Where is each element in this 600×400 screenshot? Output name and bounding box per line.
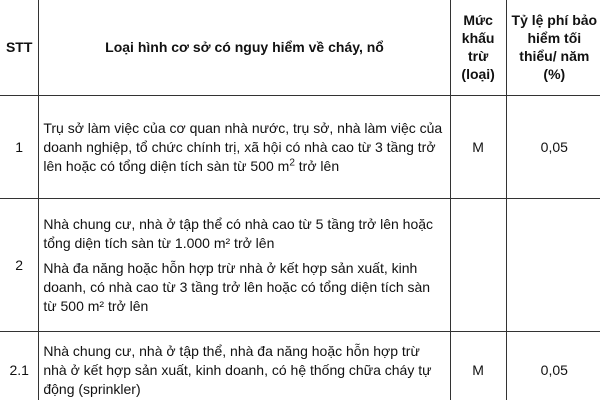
row-description-text: Trụ sở làm việc của cơ quan nhà nước, trụ sở, nhà làm việc của doanh nghiệp, tổ chức chính trị, xã hội có nhà cao từ 3 tầng trở lên hoặc có tổng diện tích sàn từ 500 m: [43, 119, 443, 174]
header-deductible: Mức khấu trừ (loại): [450, 0, 506, 96]
row-description-tail: trở lên: [294, 157, 340, 174]
row-description: [39, 199, 450, 332]
row-deductible: M: [450, 332, 506, 400]
row-stt: 2.1: [0, 332, 39, 400]
row-rate: [506, 199, 600, 332]
row-rate: 0,05: [506, 332, 600, 400]
header-stt: STT: [0, 0, 39, 96]
row-description-paragraph-2: Nhà đa năng hoặc hỗn hợp trừ nhà ở kết hợp sản xuất, kinh doanh, có nhà cao từ 3 tầng trở lên hoặc có tổng diện tích sàn từ 500 m² trở lên: [43, 259, 431, 314]
table-row: [0, 96, 600, 199]
row-description-paragraph-1: Nhà chung cư, nhà ở tập thể có nhà cao từ 5 tầng trở lên hoặc tổng diện tích sàn từ 1.000 m² trở lên: [43, 215, 434, 251]
row-deductible: M: [450, 96, 506, 199]
header-facility-type: Loại hình cơ sở có nguy hiểm về cháy, nổ: [39, 0, 450, 96]
table-row: [0, 199, 600, 332]
row-description: Nhà chung cư, nhà ở tập thể, nhà đa năng hoặc hỗn hợp trừ nhà ở kết hợp sản xuất, kinh doanh, có hệ thống chữa cháy tự động (sprinkler): [39, 332, 450, 400]
row-description: [39, 96, 450, 199]
superscript-2: 2: [289, 156, 295, 168]
row-stt: 2: [0, 199, 39, 332]
row-stt: 1: [0, 96, 39, 199]
table-header-row: [0, 0, 600, 96]
row-rate: 0,05: [506, 96, 600, 199]
header-min-rate: Tỷ lệ phí bảo hiểm tối thiểu/ năm (%): [506, 0, 600, 96]
row-deductible: [450, 199, 506, 332]
table-row: [0, 332, 600, 400]
